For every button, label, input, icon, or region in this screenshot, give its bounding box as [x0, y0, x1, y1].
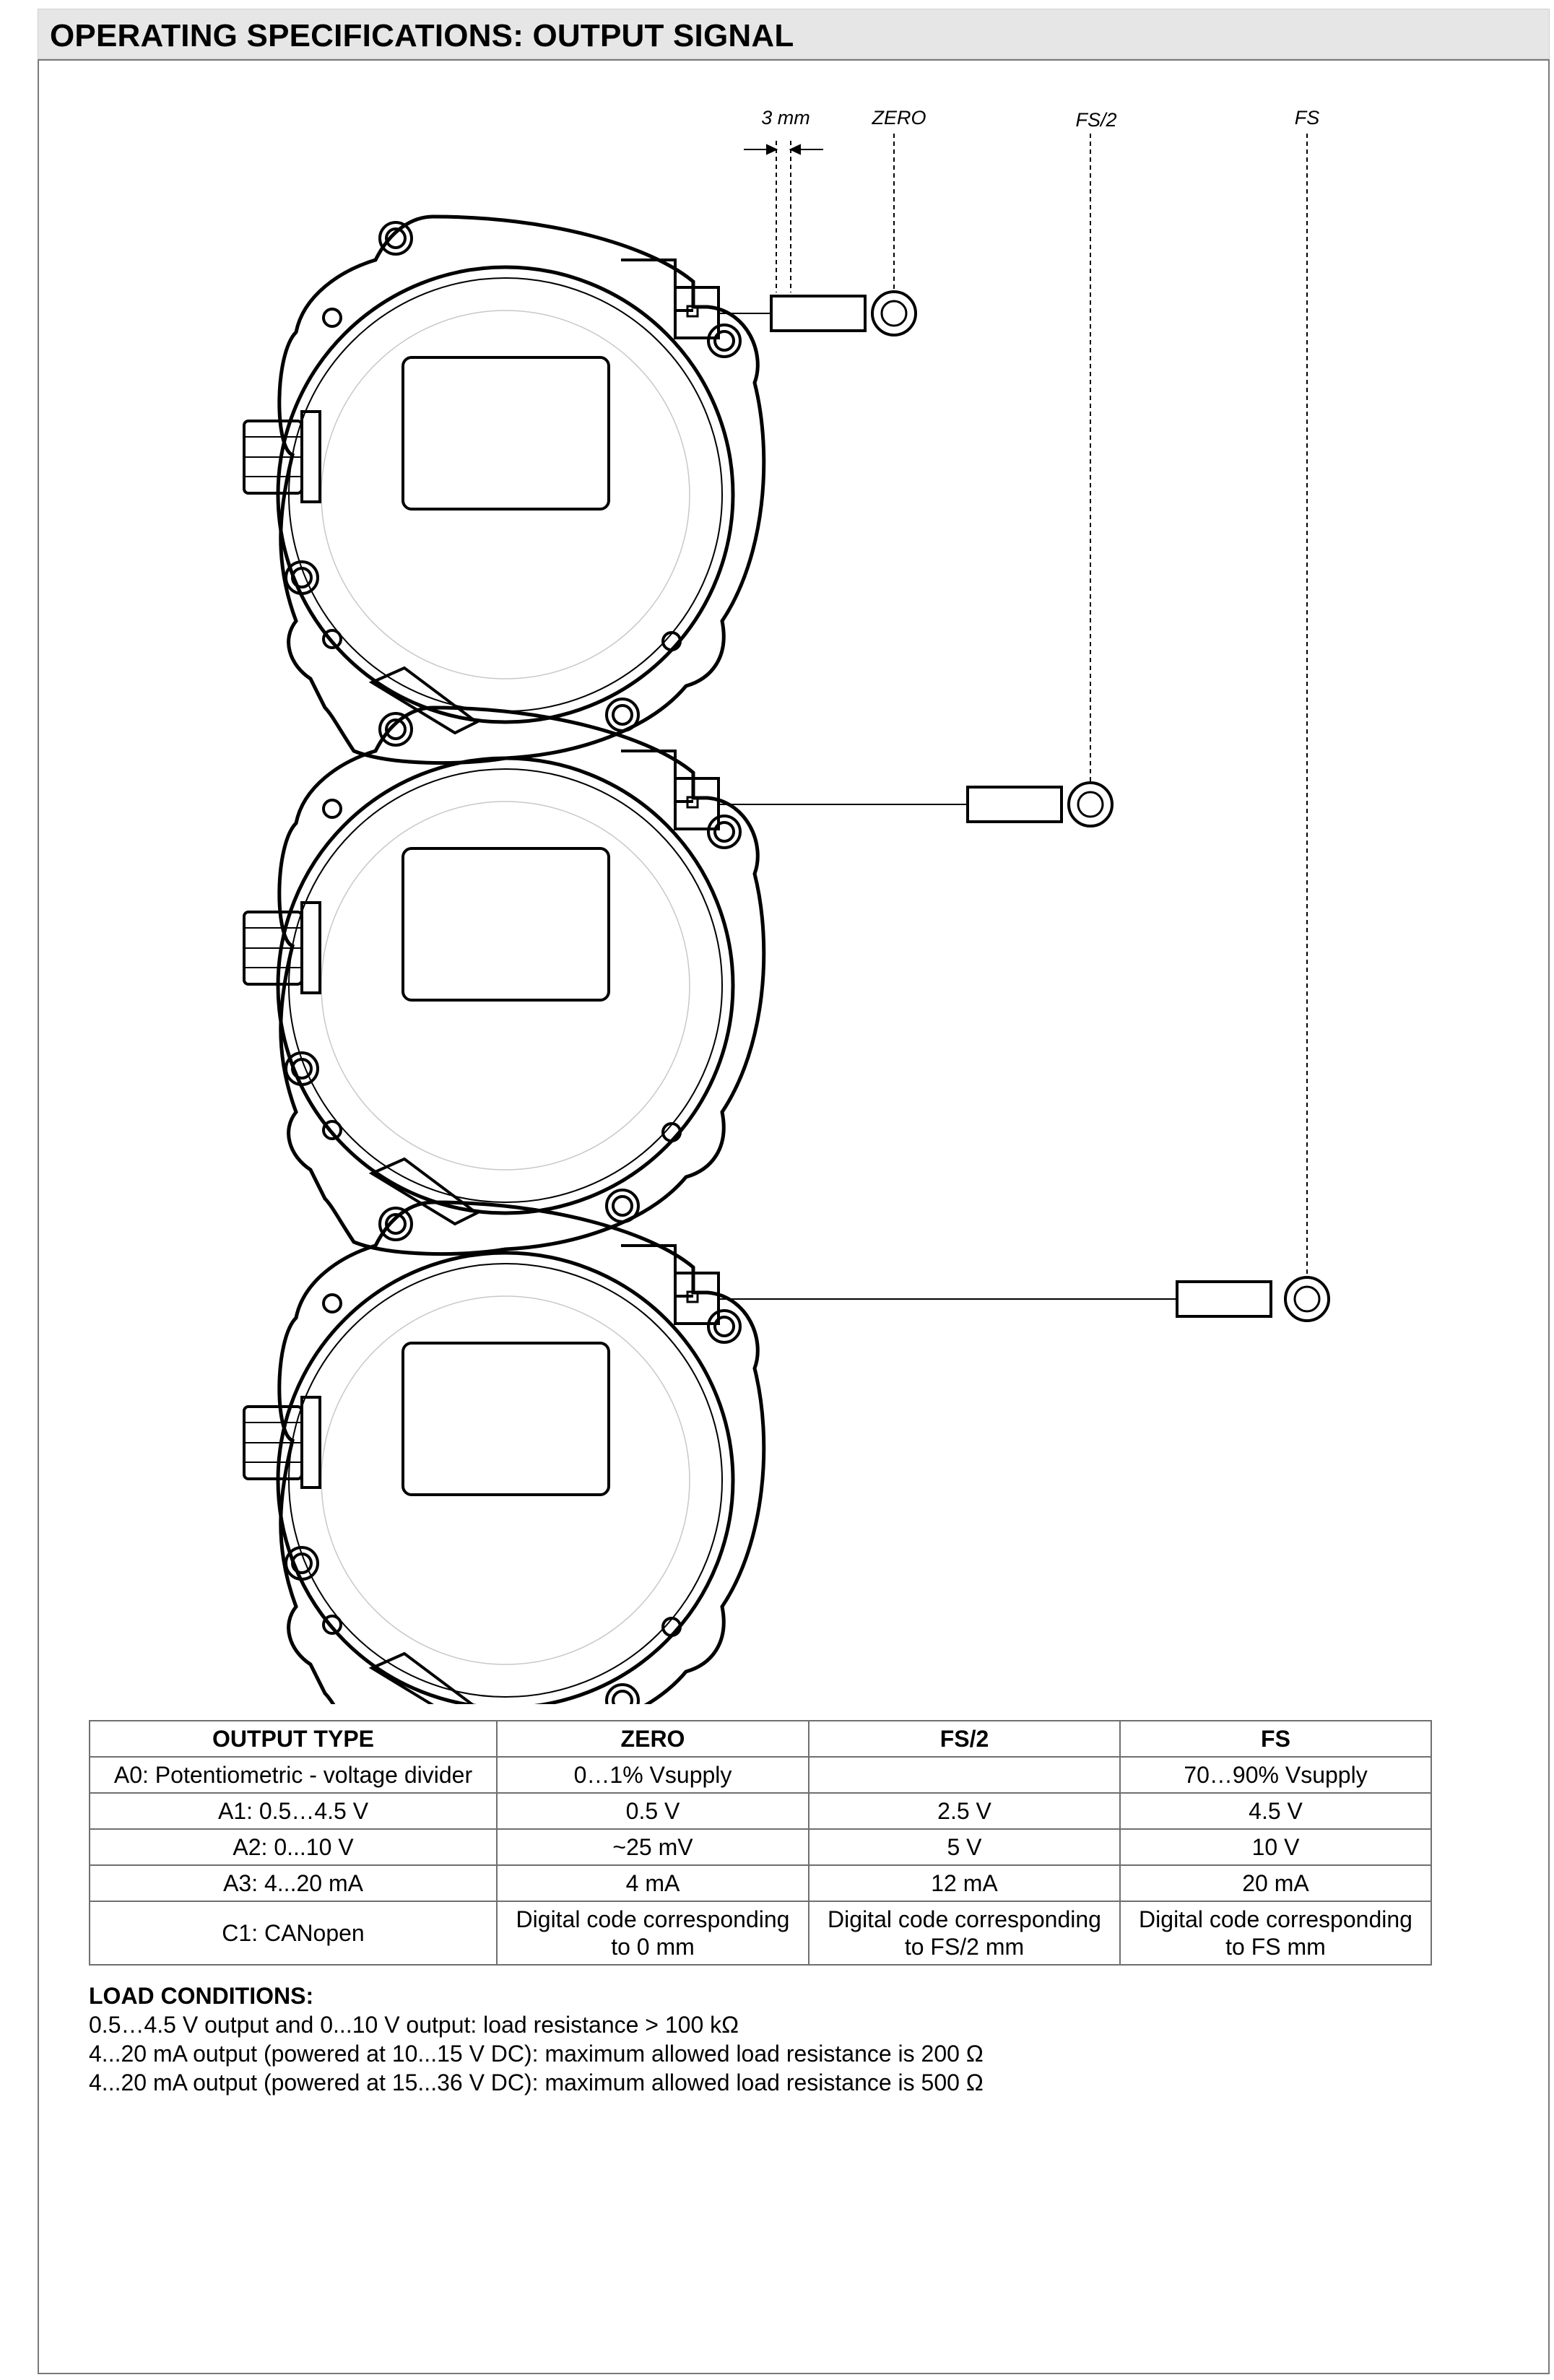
- reference-lines: [776, 134, 1307, 1278]
- table-header-row: [90, 1721, 1431, 1757]
- transducer-half-scale: [244, 708, 1112, 1254]
- table-cell: 70…90% Vsupply: [1120, 1757, 1431, 1793]
- table-cell: 2.5 V: [809, 1793, 1120, 1829]
- table-cell: 4.5 V: [1120, 1793, 1431, 1829]
- table-cell: Digital code corresponding to FS mm: [1120, 1901, 1431, 1965]
- load-condition-line: 4...20 mA output (powered at 15...36 V DC): maximum allowed load resistance is 500 Ω: [89, 2070, 984, 2095]
- section-title: OPERATING SPECIFICATIONS: OUTPUT SIGNAL: [50, 18, 794, 53]
- table-cell: 12 mA: [809, 1865, 1120, 1901]
- col-half-scale: FS/2: [809, 1721, 1120, 1757]
- table-cell: 20 mA: [1120, 1865, 1431, 1901]
- gap-label: 3 mm: [761, 107, 810, 129]
- table-cell: Digital code corresponding to FS/2 mm: [809, 1901, 1120, 1965]
- load-conditions-title: LOAD CONDITIONS:: [89, 1983, 314, 2009]
- table-row: [90, 1793, 1431, 1829]
- gap-dimension: [744, 145, 823, 154]
- table-cell: 0.5 V: [497, 1793, 809, 1829]
- col-output-type: OUTPUT TYPE: [90, 1721, 497, 1757]
- col-full-scale: FS: [1120, 1721, 1431, 1757]
- table-cell: 10 V: [1120, 1829, 1431, 1865]
- table-row: [90, 1829, 1431, 1865]
- table-cell: 0…1% Vsupply: [497, 1757, 809, 1793]
- table-cell: C1: CANopen: [90, 1901, 497, 1965]
- table-cell: A2: 0...10 V: [90, 1829, 497, 1865]
- table-cell: A3: 4...20 mA: [90, 1865, 497, 1901]
- table-cell: A1: 0.5…4.5 V: [90, 1793, 497, 1829]
- full-scale-label: FS: [1294, 107, 1320, 129]
- table-row: [90, 1865, 1431, 1901]
- table-cell: [809, 1757, 1120, 1793]
- transducer-zero: [244, 217, 916, 763]
- table-cell: 5 V: [809, 1829, 1120, 1865]
- transducer-full-scale: [244, 1202, 1329, 1704]
- output-spec-table: [89, 1720, 1432, 1966]
- zero-label: ZERO: [872, 107, 926, 129]
- table-row: [90, 1757, 1431, 1793]
- col-zero: ZERO: [497, 1721, 809, 1757]
- load-conditions: [89, 1981, 984, 2097]
- half-scale-label: FS/2: [1075, 109, 1117, 131]
- table-cell: A0: Potentiometric - voltage divider: [90, 1757, 497, 1793]
- table-cell: Digital code corresponding to 0 mm: [497, 1901, 809, 1965]
- table-row: [90, 1901, 1431, 1965]
- table-cell: 4 mA: [497, 1865, 809, 1901]
- load-condition-line: 0.5…4.5 V output and 0...10 V output: load resistance > 100 kΩ: [89, 2012, 739, 2038]
- table-cell: ~25 mV: [497, 1829, 809, 1865]
- load-condition-line: 4...20 mA output (powered at 10...15 V DC): maximum allowed load resistance is 200 Ω: [89, 2041, 984, 2067]
